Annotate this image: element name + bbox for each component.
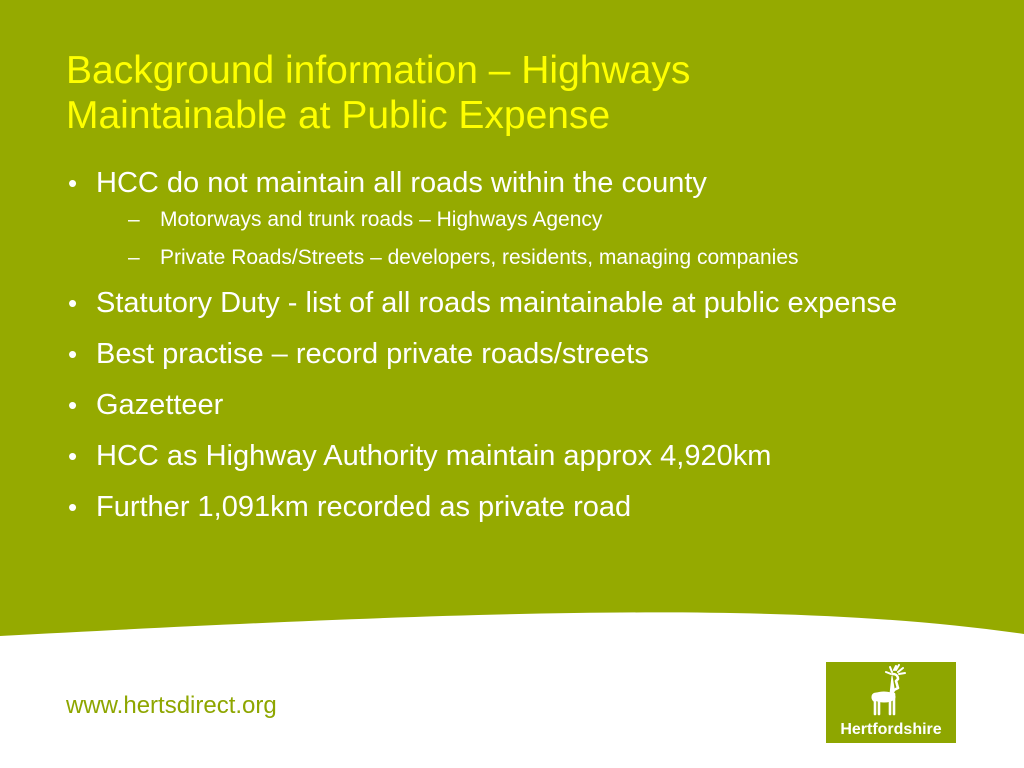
bullet-text: Best practise – record private roads/streets (96, 338, 649, 370)
bullet-icon: • (68, 441, 78, 471)
bullet-list (66, 164, 966, 539)
dash-icon: – (128, 208, 140, 231)
footer-website-link[interactable]: www.hertsdirect.org (66, 692, 277, 719)
bullet-icon: • (68, 168, 78, 198)
bullet-text: Gazetteer (96, 389, 224, 421)
sub-bullet-item (128, 206, 966, 233)
bullet-icon: • (68, 492, 78, 522)
slide-title-line-2: Maintainable at Public Expense (66, 94, 611, 137)
sub-bullet-text: Private Roads/Streets – developers, residents, managing companies (160, 246, 799, 269)
bullet-icon: • (68, 390, 78, 420)
bullet-item (66, 386, 966, 424)
bullet-text: HCC do not maintain all roads within the county (96, 167, 707, 199)
logo-label: Hertfordshire (840, 721, 942, 738)
bullet-item (66, 284, 966, 322)
bullet-text: HCC as Highway Authority maintain approx 4,920km (96, 440, 772, 472)
dash-icon: – (128, 246, 140, 269)
bullet-item (66, 335, 966, 373)
bullet-item (66, 437, 966, 475)
stag-icon (866, 664, 916, 718)
bullet-icon: • (68, 339, 78, 369)
sub-bullet-item (128, 244, 966, 271)
bullet-item (66, 488, 966, 526)
sub-bullet-text: Motorways and trunk roads – Highways Agency (160, 208, 603, 231)
hertfordshire-logo[interactable] (826, 662, 956, 743)
slide-title (66, 48, 966, 138)
bullet-item (66, 164, 966, 271)
slide-title-line-1: Background information – Highways (66, 49, 691, 92)
bullet-text: Statutory Duty - list of all roads maintainable at public expense (96, 287, 898, 319)
bullet-text: Further 1,091km recorded as private road (96, 491, 632, 523)
sub-bullet-list (96, 206, 966, 271)
bullet-icon: • (68, 288, 78, 318)
